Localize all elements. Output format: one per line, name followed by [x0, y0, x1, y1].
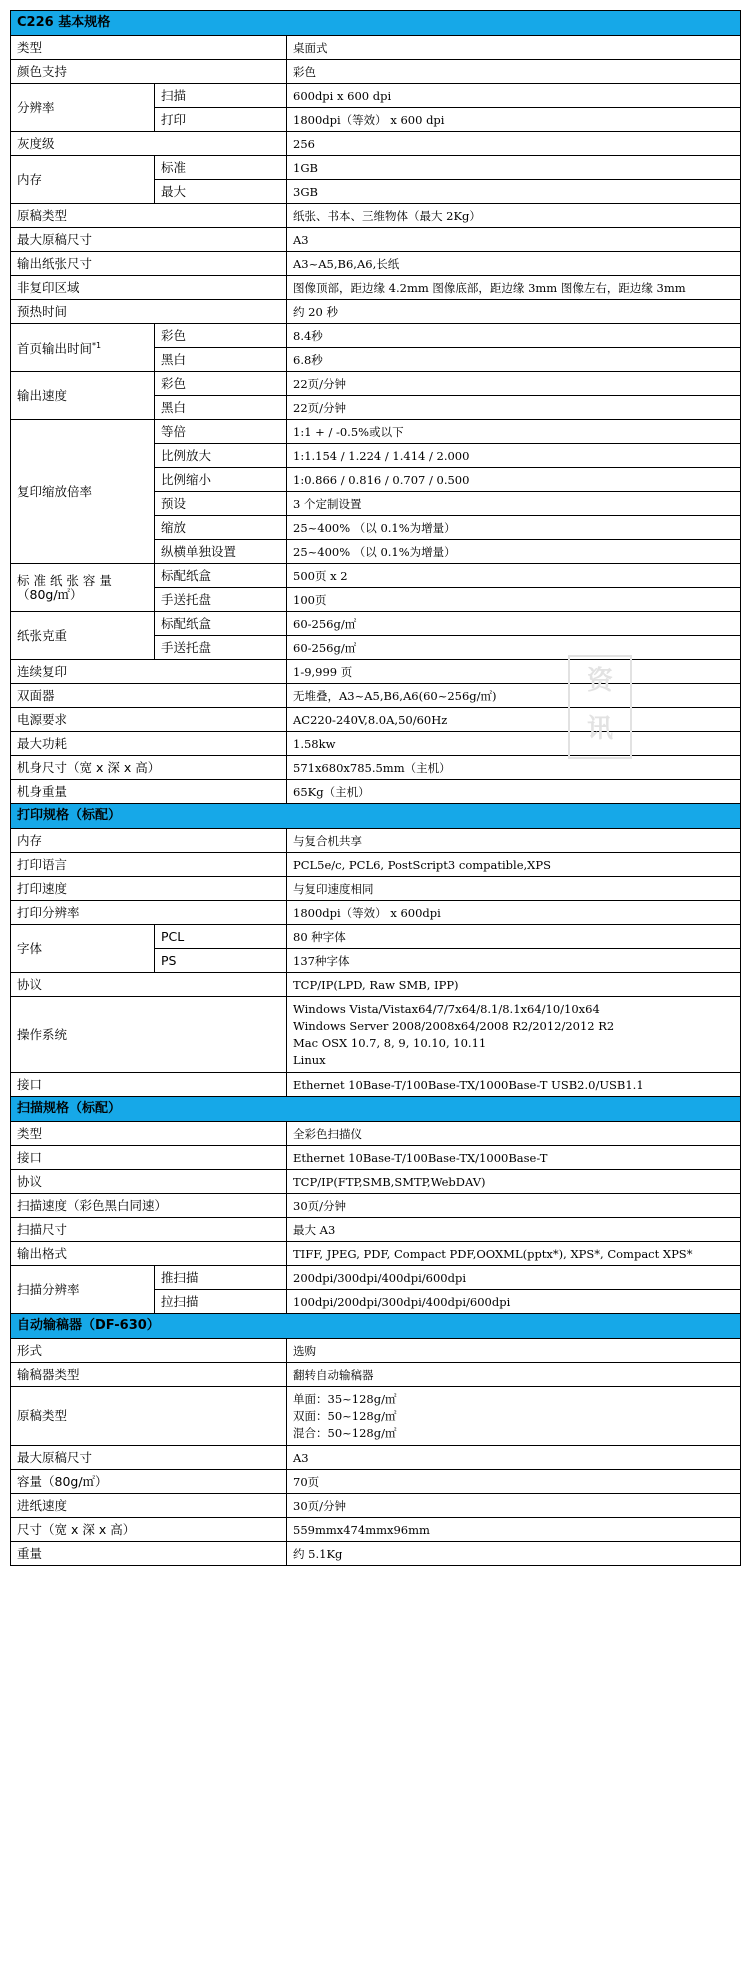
spec-row [11, 36, 741, 60]
spec-sublabel: 扫描 [155, 84, 287, 108]
spec-row [11, 156, 741, 180]
spec-sublabel: PS [155, 949, 287, 973]
spec-sublabel: 手送托盘 [155, 636, 287, 660]
section-header-row [11, 11, 741, 36]
spec-row [11, 829, 741, 853]
spec-label: 扫描尺寸 [11, 1218, 287, 1242]
spec-row [11, 1518, 741, 1542]
spec-value: 500页 x 2 [287, 564, 741, 588]
section-title: 自动输稿器（DF-630） [11, 1314, 741, 1339]
spec-row [11, 132, 741, 156]
spec-value: 600dpi x 600 dpi [287, 84, 741, 108]
spec-label: 重量 [11, 1542, 287, 1566]
spec-row [11, 1363, 741, 1387]
spec-value: 全彩色扫描仪 [287, 1122, 741, 1146]
spec-value-line: Mac OSX 10.7, 8, 9, 10.10, 10.11 [293, 1035, 487, 1050]
spec-label: 灰度级 [11, 132, 287, 156]
spec-row [11, 204, 741, 228]
spec-label-text: 内存 [17, 171, 43, 187]
spec-value: 137种字体 [287, 949, 741, 973]
spec-value: 约 20 秒 [287, 300, 741, 324]
spec-label [11, 372, 155, 420]
section-header-row [11, 1314, 741, 1339]
spec-label: 协议 [11, 1170, 287, 1194]
spec-row [11, 1218, 741, 1242]
spec-row [11, 780, 741, 804]
spec-value: 3 个定制设置 [287, 492, 741, 516]
spec-value: TIFF, JPEG, PDF, Compact PDF,OOXML(pptx*), XPS*, Compact XPS* [287, 1242, 741, 1266]
spec-label [11, 564, 155, 612]
spec-sublabel: 比例缩小 [155, 468, 287, 492]
spec-value-multiline [287, 997, 741, 1073]
spec-label: 双面器 [11, 684, 287, 708]
spec-label: 内存 [11, 829, 287, 853]
spec-value: 100页 [287, 588, 741, 612]
spec-label: 机身重量 [11, 780, 287, 804]
spec-row [11, 997, 741, 1073]
spec-sublabel: 黑白 [155, 348, 287, 372]
spec-value: 22页/分钟 [287, 396, 741, 420]
spec-row [11, 1242, 741, 1266]
spec-sublabel: 标准 [155, 156, 287, 180]
spec-row [11, 901, 741, 925]
spec-label: 最大原稿尺寸 [11, 1446, 287, 1470]
spec-value: 与复印速度相同 [287, 877, 741, 901]
spec-label: 原稿类型 [11, 1387, 287, 1446]
spec-value: 571x680x785.5mm（主机） [287, 756, 741, 780]
spec-value: 纸张、书本、三维物体（最大 2Kg） [287, 204, 741, 228]
footnote-mark: *1 [92, 340, 102, 350]
spec-row [11, 420, 741, 444]
spec-row [11, 1266, 741, 1290]
spec-row [11, 1542, 741, 1566]
spec-row [11, 1446, 741, 1470]
spec-sublabel: 预设 [155, 492, 287, 516]
spec-label: 连续复印 [11, 660, 287, 684]
spec-value: A3 [287, 228, 741, 252]
spec-value: 3GB [287, 180, 741, 204]
spec-label: 接口 [11, 1146, 287, 1170]
spec-label: 电源要求 [11, 708, 287, 732]
spec-label: 颜色支持 [11, 60, 287, 84]
spec-value: 彩色 [287, 60, 741, 84]
spec-row [11, 732, 741, 756]
spec-label-text: 分辨率 [17, 99, 55, 115]
spec-sublabel: 缩放 [155, 516, 287, 540]
spec-value: 30页/分钟 [287, 1194, 741, 1218]
watermark-char: 讯 [586, 714, 613, 744]
spec-value: 约 5.1Kg [287, 1542, 741, 1566]
spec-value: 无堆叠，A3~A5,B6,A6(60~256g/㎡) [287, 684, 741, 708]
spec-value: 图像顶部，距边缘 4.2mm 图像底部，距边缘 3mm 图像左右，距边缘 3mm [287, 276, 741, 300]
spec-value-line: 双面：50~128g/㎡ [293, 1408, 397, 1423]
spec-value: 65Kg（主机） [287, 780, 741, 804]
spec-value: 1-9,999 页 [287, 660, 741, 684]
spec-sublabel: 打印 [155, 108, 287, 132]
spec-row [11, 1387, 741, 1446]
spec-value: 1.58kw [287, 732, 741, 756]
spec-label: 打印分辨率 [11, 901, 287, 925]
spec-value: 25~400% （以 0.1%为增量） [287, 540, 741, 564]
spec-value: 559mmx474mmx96mm [287, 1518, 741, 1542]
spec-value-line: 单面：35~128g/㎡ [293, 1391, 397, 1406]
spec-sublabel: 彩色 [155, 372, 287, 396]
spec-row [11, 1170, 741, 1194]
spec-value-line: Windows Vista/Vistax64/7/7x64/8.1/8.1x64/10/10x64 [293, 1001, 600, 1016]
spec-row [11, 276, 741, 300]
spec-label: 原稿类型 [11, 204, 287, 228]
spec-label: 输出格式 [11, 1242, 287, 1266]
spec-label: 打印速度 [11, 877, 287, 901]
spec-label: 类型 [11, 36, 287, 60]
spec-value-line: Windows Server 2008/2008x64/2008 R2/2012/2012 R2 [293, 1018, 615, 1033]
spec-value: 60-256g/㎡ [287, 612, 741, 636]
spec-value: 桌面式 [287, 36, 741, 60]
spec-label: 最大原稿尺寸 [11, 228, 287, 252]
spec-label: 协议 [11, 973, 287, 997]
spec-value-multiline [287, 1387, 741, 1446]
spec-row [11, 612, 741, 636]
spec-value: 选购 [287, 1339, 741, 1363]
spec-sublabel: 推扫描 [155, 1266, 287, 1290]
spec-row [11, 853, 741, 877]
spec-row [11, 684, 741, 708]
spec-value: Ethernet 10Base-T/100Base-TX/1000Base-T USB2.0/USB1.1 [287, 1073, 741, 1097]
spec-row [11, 660, 741, 684]
spec-label: 机身尺寸（宽 x 深 x 高） [11, 756, 287, 780]
spec-row [11, 564, 741, 588]
spec-value: 翻转自动输稿器 [287, 1363, 741, 1387]
spec-value: A3~A5,B6,A6,长纸 [287, 252, 741, 276]
spec-value: 256 [287, 132, 741, 156]
spec-label [11, 324, 155, 372]
spec-sublabel: PCL [155, 925, 287, 949]
spec-value: 1GB [287, 156, 741, 180]
spec-value: Ethernet 10Base-T/100Base-TX/1000Base-T [287, 1146, 741, 1170]
spec-value: 1800dpi（等效） x 600 dpi [287, 108, 741, 132]
spec-value: AC220-240V,8.0A,50/60Hz [287, 708, 741, 732]
spec-label: 预热时间 [11, 300, 287, 324]
spec-value: 1:0.866 / 0.816 / 0.707 / 0.500 [287, 468, 741, 492]
spec-value: 6.8秒 [287, 348, 741, 372]
spec-value: TCP/IP(LPD, Raw SMB, IPP) [287, 973, 741, 997]
spec-row [11, 60, 741, 84]
spec-label: 容量（80g/㎡） [11, 1470, 287, 1494]
spec-label [11, 925, 155, 973]
spec-sublabel: 黑白 [155, 396, 287, 420]
spec-label [11, 612, 155, 660]
spec-sublabel: 等倍 [155, 420, 287, 444]
spec-row [11, 756, 741, 780]
spec-row [11, 877, 741, 901]
section-title: C226 基本规格 [11, 11, 741, 36]
spec-value: 1800dpi（等效） x 600dpi [287, 901, 741, 925]
spec-value: 1:1.154 / 1.224 / 1.414 / 2.000 [287, 444, 741, 468]
spec-row [11, 1470, 741, 1494]
spec-row [11, 324, 741, 348]
spec-sublabel: 标配纸盒 [155, 564, 287, 588]
spec-value: 70页 [287, 1470, 741, 1494]
spec-row [11, 973, 741, 997]
spec-value: 25~400% （以 0.1%为增量） [287, 516, 741, 540]
spec-row [11, 1194, 741, 1218]
spec-label: 打印语言 [11, 853, 287, 877]
spec-sublabel: 比例放大 [155, 444, 287, 468]
spec-row [11, 1122, 741, 1146]
spec-row [11, 708, 741, 732]
watermark-char: 资 [586, 666, 613, 696]
section-header-row [11, 804, 741, 829]
spec-label: 类型 [11, 1122, 287, 1146]
spec-value: 与复合机共享 [287, 829, 741, 853]
spec-value: 200dpi/300dpi/400dpi/600dpi [287, 1266, 741, 1290]
section-title: 扫描规格（标配） [11, 1097, 741, 1122]
spec-label: 最大功耗 [11, 732, 287, 756]
spec-value: A3 [287, 1446, 741, 1470]
spec-label [11, 156, 155, 204]
spec-value: 8.4秒 [287, 324, 741, 348]
spec-sublabel: 彩色 [155, 324, 287, 348]
spec-label: 形式 [11, 1339, 287, 1363]
section-header-row [11, 1097, 741, 1122]
spec-value: 60-256g/㎡ [287, 636, 741, 660]
spec-row [11, 300, 741, 324]
spec-value: 22页/分钟 [287, 372, 741, 396]
spec-value-line: 混合：50~128g/㎡ [293, 1425, 397, 1440]
spec-value: 30页/分钟 [287, 1494, 741, 1518]
spec-sublabel: 标配纸盒 [155, 612, 287, 636]
spec-sublabel: 拉扫描 [155, 1290, 287, 1314]
spec-value: PCL5e/c, PCL6, PostScript3 compatible,XPS [287, 853, 741, 877]
spec-sublabel: 纵横单独设置 [155, 540, 287, 564]
spec-value: 1:1 + / -0.5%或以下 [287, 420, 741, 444]
spec-row [11, 1339, 741, 1363]
spec-label: 尺寸（宽 x 深 x 高） [11, 1518, 287, 1542]
spec-row [11, 1073, 741, 1097]
spec-row [11, 1494, 741, 1518]
spec-label: 操作系统 [11, 997, 287, 1073]
section-title: 打印规格（标配） [11, 804, 741, 829]
spec-value: 100dpi/200dpi/300dpi/400dpi/600dpi [287, 1290, 741, 1314]
spec-label [11, 420, 155, 564]
spec-value: 80 种字体 [287, 925, 741, 949]
spec-label [11, 84, 155, 132]
spec-row [11, 84, 741, 108]
spec-value: 最大 A3 [287, 1218, 741, 1242]
spec-label: 进纸速度 [11, 1494, 287, 1518]
spec-label: 输稿器类型 [11, 1363, 287, 1387]
spec-label: 扫描速度（彩色黑白同速） [11, 1194, 287, 1218]
spec-value: TCP/IP(FTP,SMB,SMTP,WebDAV) [287, 1170, 741, 1194]
spec-row [11, 925, 741, 949]
spec-label-text: 首页输出时间 [17, 341, 93, 357]
spec-label: 输出纸张尺寸 [11, 252, 287, 276]
spec-label-text: 复印缩放倍率 [17, 483, 93, 499]
spec-label-text: 纸张克重 [17, 627, 68, 643]
spec-label: 接口 [11, 1073, 287, 1097]
spec-label-text: 扫描分辨率 [17, 1281, 80, 1297]
spec-label: 非复印区域 [11, 276, 287, 300]
spec-sublabel: 最大 [155, 180, 287, 204]
spec-sublabel: 手送托盘 [155, 588, 287, 612]
spec-label-text: 标 准 纸 张 容 量（80g/㎡） [17, 572, 112, 602]
spec-label-text: 输出速度 [17, 387, 68, 403]
spec-value-line: Linux [293, 1052, 326, 1067]
spec-row [11, 228, 741, 252]
spec-label-text: 字体 [17, 940, 43, 956]
spec-label [11, 1266, 155, 1314]
spec-table [10, 10, 741, 1566]
spec-row [11, 372, 741, 396]
spec-row [11, 252, 741, 276]
spec-row [11, 1146, 741, 1170]
